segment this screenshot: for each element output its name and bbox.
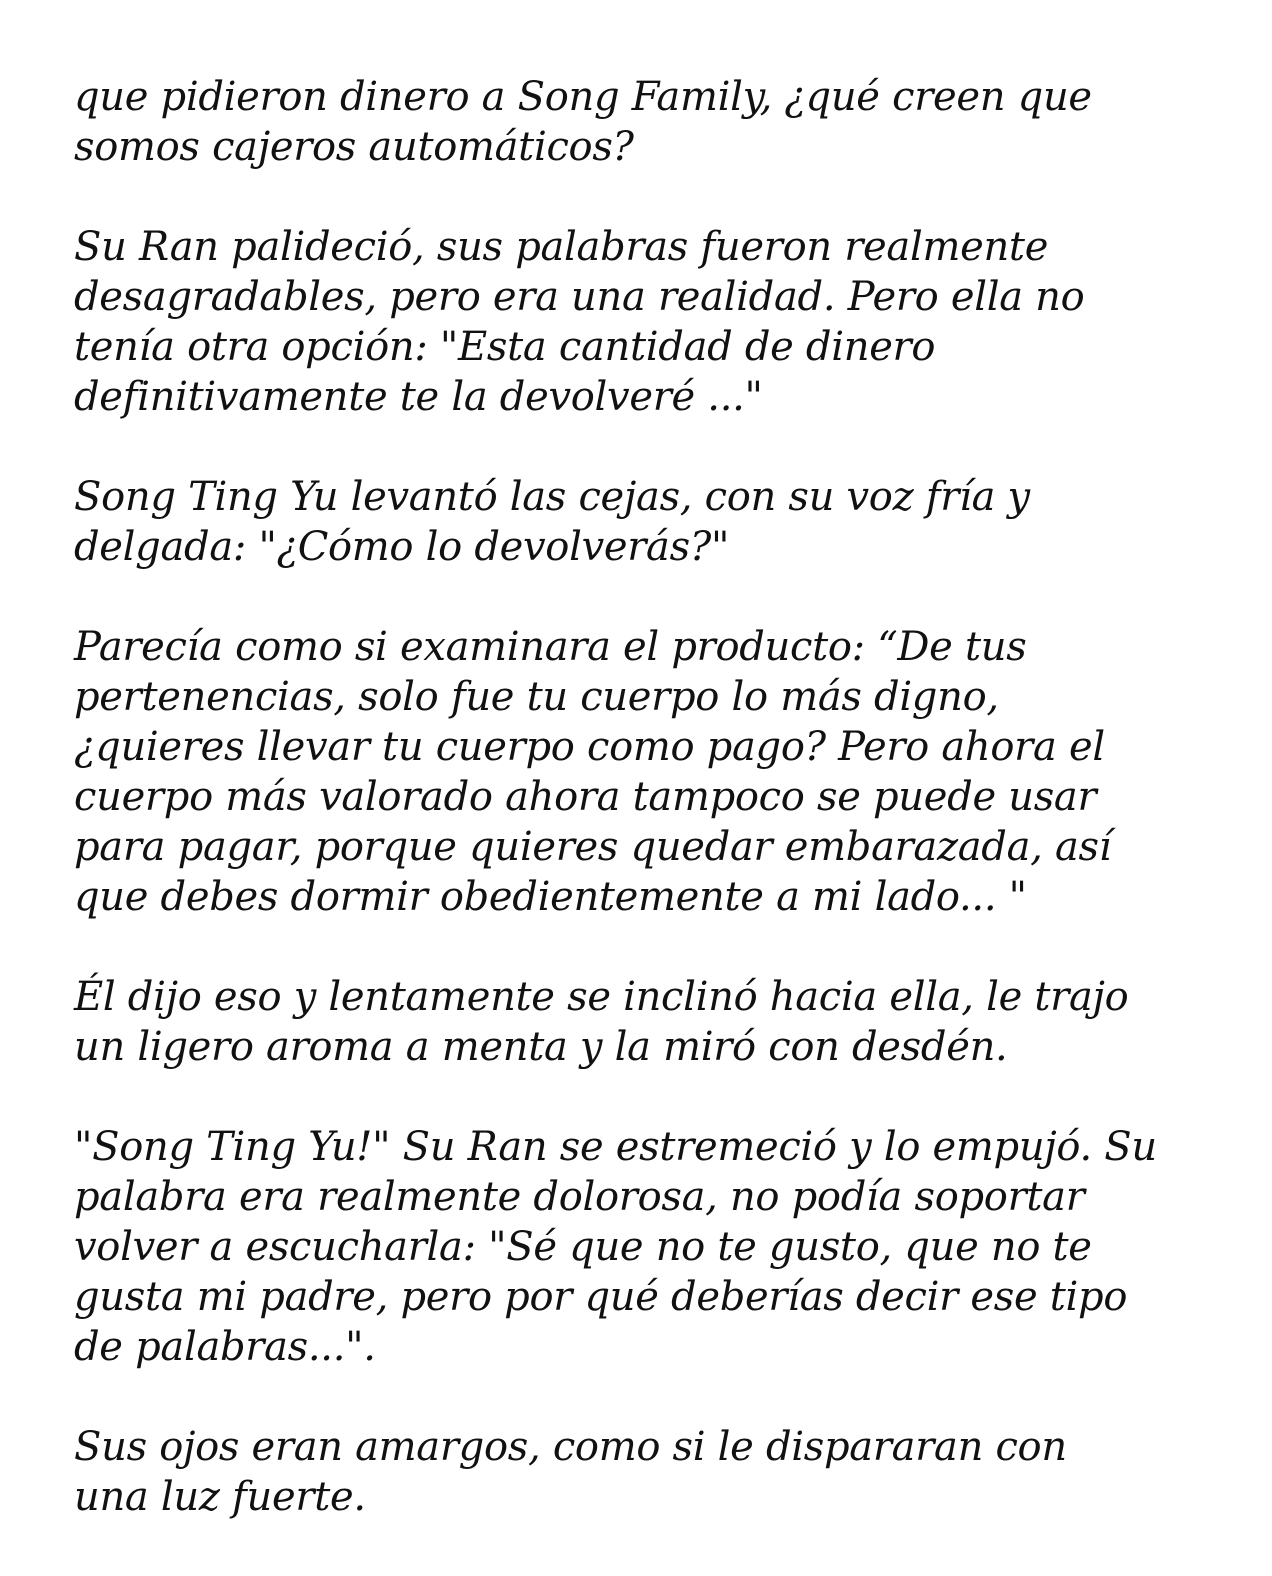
text-line: una luz fuerte. [74,1474,366,1520]
text-line: pertenencias, solo fue tu cuerpo lo más digno, [74,674,999,720]
paragraph-1 [74,72,1214,172]
text-line: para pagar, porque quieres quedar embarazada, así [74,824,1112,870]
text-line: somos cajeros automáticos? [74,124,634,170]
text-line: Sus ojos eran amargos, como si le dispararan con [74,1424,1067,1470]
text-line: Song Ting Yu levantó las cejas, con su voz fría y [74,474,1030,520]
paragraph-5 [74,972,1214,1072]
text-line: de palabras...". [74,1324,376,1370]
text-line: un ligero aroma a menta y la miró con desdén. [74,1024,1008,1070]
paragraph-7 [74,1422,1214,1522]
text-line: tenía otra opción: "Esta cantidad de dinero [74,324,936,370]
paragraph-3 [74,472,1214,572]
text-line: desagradables, pero era una realidad. Pero ella no [74,274,1085,320]
text-line: Parecía como si examinara el producto: “De tus [74,624,1027,670]
text-line: definitivamente te la devolveré ..." [74,374,763,420]
paragraph-4 [74,622,1214,922]
paragraph-6 [74,1122,1214,1372]
text-line: gusta mi padre, pero por qué deberías decir ese tipo [74,1274,1128,1320]
document-page [74,72,1214,1522]
text-line: Él dijo eso y lentamente se inclinó hacia ella, le trajo [74,974,1129,1020]
text-line: palabra era realmente dolorosa, no podía soportar [74,1174,1085,1220]
text-line: ¿quieres llevar tu cuerpo como pago? Pero ahora el [74,724,1105,770]
text-line: que pidieron dinero a Song Family, ¿qué creen que [74,74,1092,120]
text-line: que debes dormir obedientemente a mi lado... " [74,874,1027,920]
paragraph-2 [74,222,1214,422]
text-line: cuerpo más valorado ahora tampoco se puede usar [74,774,1097,820]
text-line: Su Ran palideció, sus palabras fueron realmente [74,224,1049,270]
text-line: "Song Ting Yu!" Su Ran se estremeció y lo empujó. Su [74,1124,1157,1170]
text-line: delgada: "¿Cómo lo devolverás?" [74,524,730,570]
text-line: volver a escucharla: "Sé que no te gusto, que no te [74,1224,1092,1270]
